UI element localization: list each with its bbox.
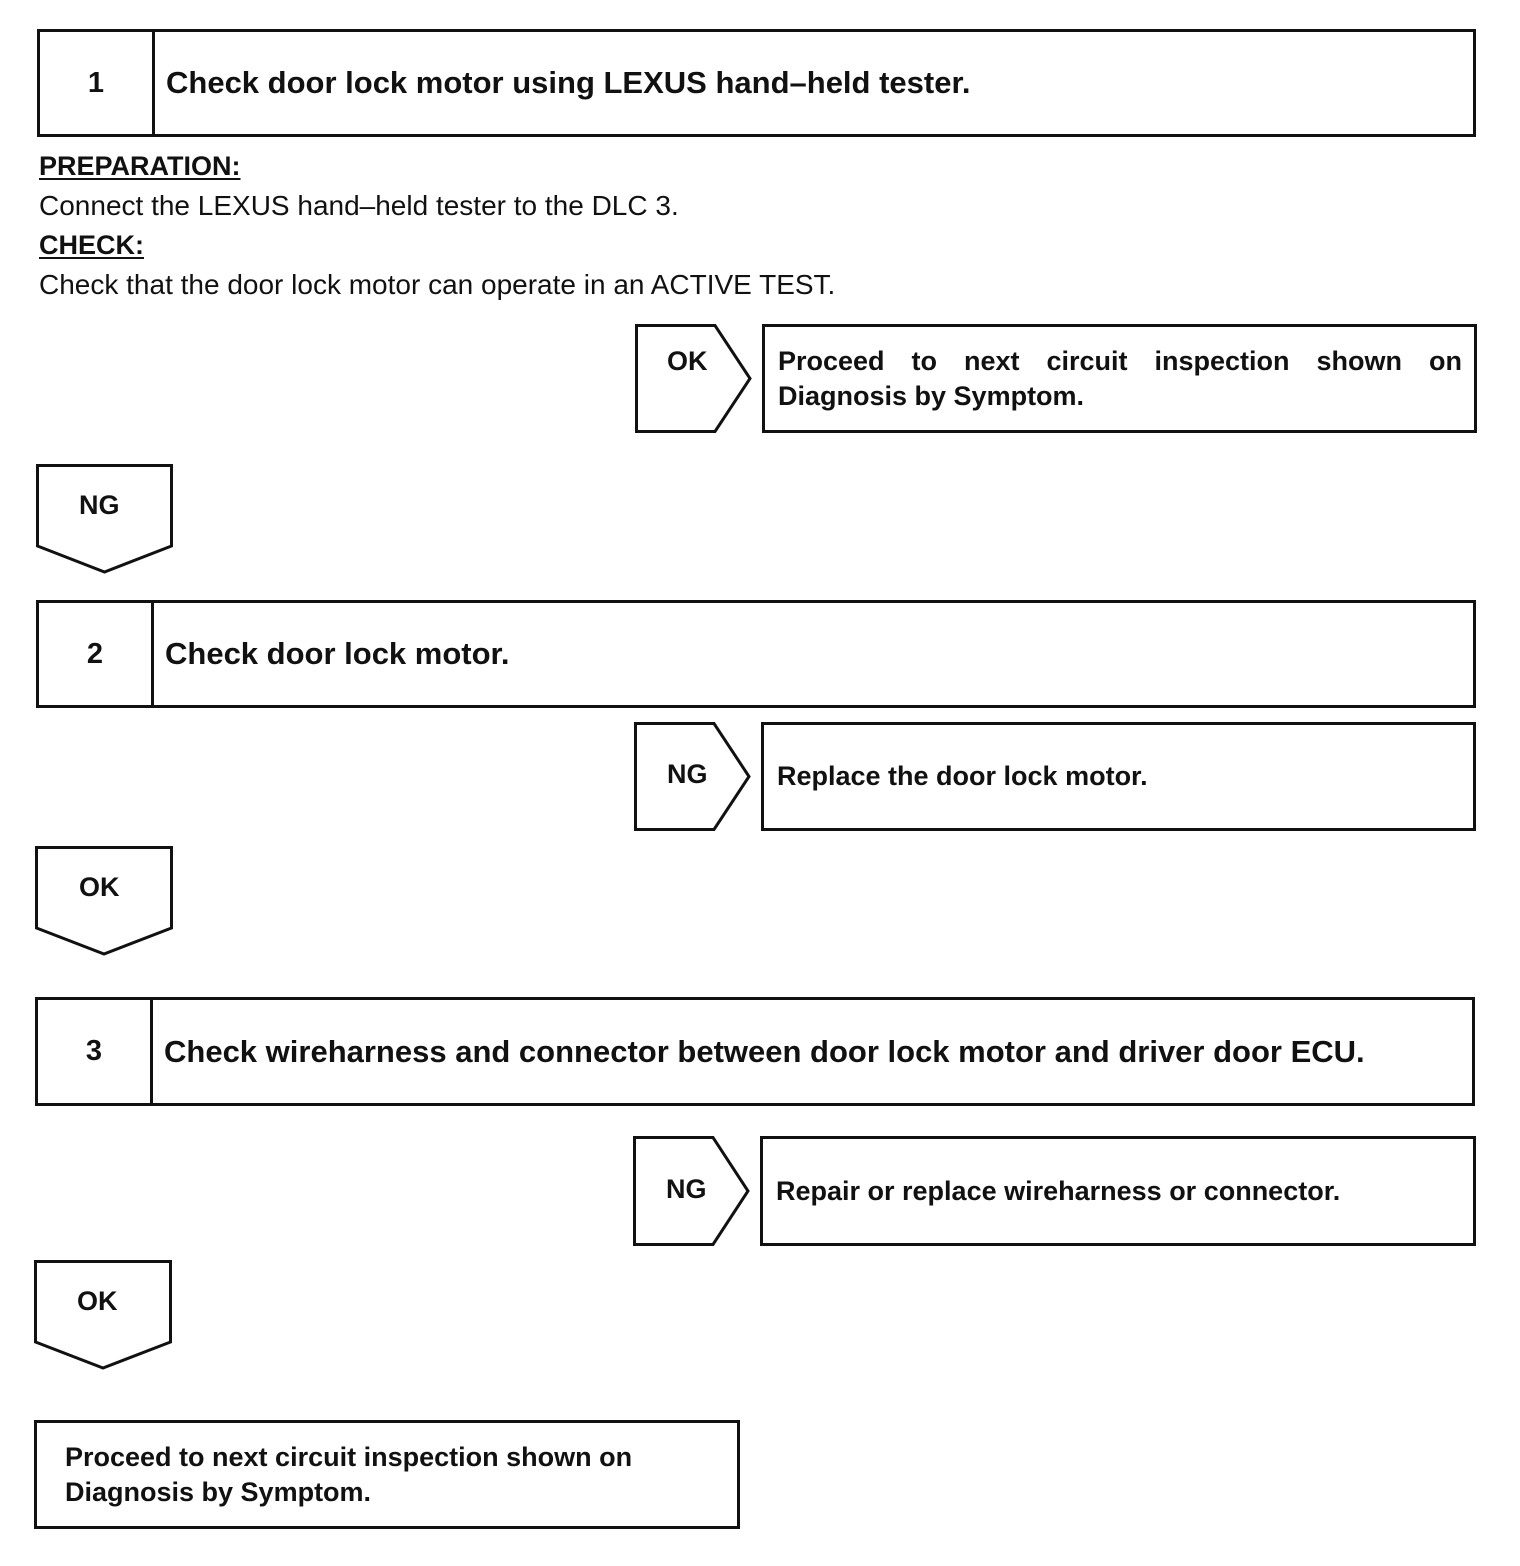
step-title: Check door lock motor using LEXUS hand–held tester. <box>166 65 971 100</box>
arrow-label: NG <box>79 490 120 520</box>
arrow-label: OK <box>667 346 708 376</box>
ng-down-arrow <box>36 464 173 574</box>
ok-down-arrow <box>34 1260 172 1370</box>
arrow-label: NG <box>667 759 708 789</box>
ok-down-arrow <box>35 846 173 956</box>
check-heading: CHECK: <box>39 230 144 260</box>
step-number: 1 <box>40 32 155 134</box>
result-box-step2 <box>761 722 1476 831</box>
check-text: Check that the door lock motor can operate in an ACTIVE TEST. <box>39 269 836 300</box>
step-1-box <box>37 29 1476 137</box>
result-text: Proceed to next circuit inspection shown on Diagnosis by Symptom. <box>778 345 1462 411</box>
ng-right-arrow <box>633 1136 751 1246</box>
step-number: 3 <box>38 1000 153 1103</box>
arrow-label: OK <box>77 1286 118 1316</box>
step-number: 2 <box>39 603 154 705</box>
ng-right-arrow <box>634 722 752 831</box>
result-box-step1 <box>762 324 1477 433</box>
step-title: Check door lock motor. <box>165 636 510 671</box>
final-result-text: Proceed to next circuit inspection shown on Diagnosis by Symptom. <box>65 1441 633 1507</box>
result-text: Replace the door lock motor. <box>777 761 1148 791</box>
result-text: Repair or replace wireharness or connector. <box>776 1175 1341 1206</box>
ok-right-arrow <box>635 324 753 433</box>
arrow-label: OK <box>79 872 120 902</box>
preparation-heading: PREPARATION: <box>39 151 241 181</box>
step-2-box <box>36 600 1476 708</box>
step-title: Check wireharness and connector between door lock motor and driver door ECU. <box>164 1033 1365 1069</box>
arrow-label: NG <box>666 1174 707 1204</box>
step-3-box <box>35 997 1475 1106</box>
result-box-step3 <box>760 1136 1476 1246</box>
preparation-text: Connect the LEXUS hand–held tester to the DLC 3. <box>39 190 679 221</box>
final-result-box <box>34 1420 740 1529</box>
